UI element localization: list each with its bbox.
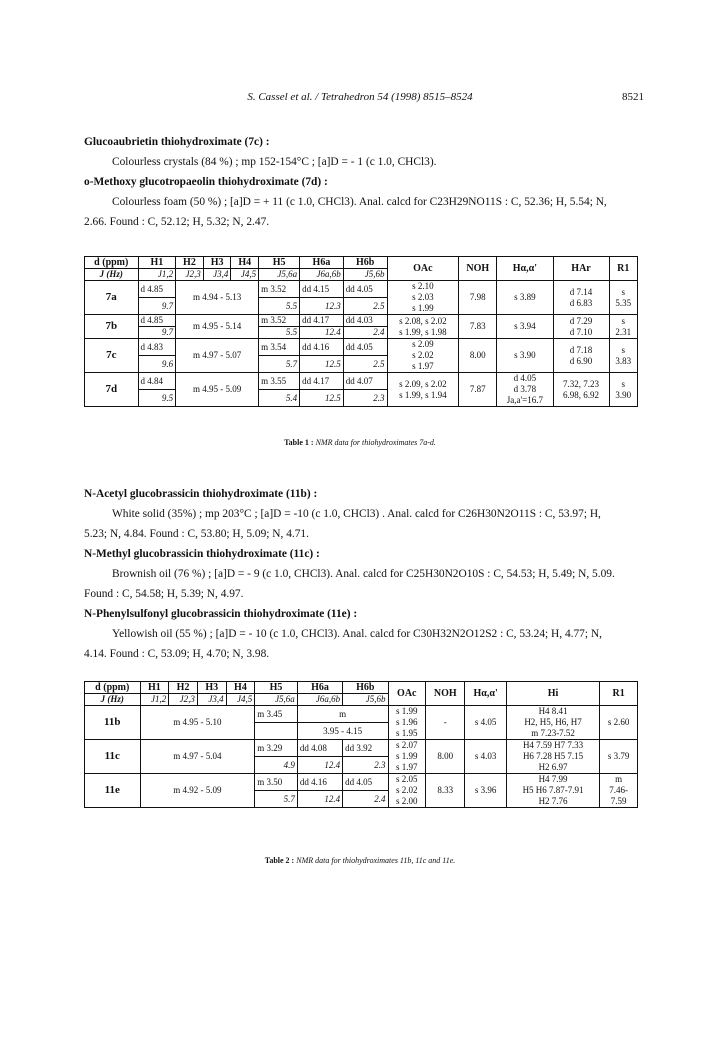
j12-cell: 9.7 [138,298,176,315]
oac-cell-line: s 1.99 [396,751,418,761]
jheader-cell: J (Hz) [85,694,141,706]
oac-cell-line: s 1.99 [412,303,434,313]
header-cell: H5 [255,682,298,694]
oac-cell-line: s 2.02 [412,350,434,360]
har-cell-line: d 6.83 [569,297,593,308]
h5-cell: m 3.52 [259,315,300,327]
halpha-cell-line: Ja,a'=16.7 [506,395,543,405]
table-header-row [85,257,638,269]
oac-cell [387,339,459,373]
oac-cell-line: s 1.99, s 1.98 [399,326,447,337]
h6b-cell: dd 4.07 [343,373,387,390]
h6-range-cell: 3.95 - 4.15 [297,723,388,740]
compound-description-cont: 2.66. Found : C, 52.12; H, 5.32; N, 2.47. [84,216,270,228]
table-row [85,315,638,327]
halpha-cell: s 3.90 [497,339,553,373]
har-cell [553,281,609,315]
table-row [85,774,638,791]
r1-cell-line: 5.35 [615,297,632,308]
compound-id: 11b [85,706,141,740]
jheader-cell: J6a,6b [297,694,342,706]
compound-description-cont: 4.14. Found : C, 53.09; H, 4.70; N, 3.98. [84,648,270,660]
r1-cell: s 2.60 [600,706,638,740]
h1-h4-cell: m 4.92 - 5.09 [140,774,255,808]
r1-cell-line: 7.59 [610,796,627,806]
har-cell [553,339,609,373]
oac-cell-line: s 2.09 [412,339,434,349]
table-row [85,740,638,757]
r1-cell-line: s [621,286,626,297]
header-cell: H1 [140,682,169,694]
oac-cell [387,315,459,339]
halpha-cell: s 3.96 [465,774,506,808]
noh-cell: 8.33 [426,774,465,808]
jheader-cell: J1,2 [138,269,176,281]
noh-cell: - [426,706,465,740]
h6a-cell: dd 4.16 [300,339,344,356]
h6a-cell: dd 4.16 [297,774,342,791]
har-cell [553,315,609,339]
table-1-caption [0,438,720,447]
table-row [85,706,638,723]
h6a-cell: dd 4.15 [300,281,344,298]
header-cell: NOH [459,257,497,281]
jheader-cell: J5,6b [343,269,387,281]
r1-cell-line: 2.31 [615,326,632,337]
halpha-cell: s 4.05 [465,706,506,740]
nmr-table-2 [84,681,638,808]
j6a6b-cell: 12.3 [300,298,344,315]
header-cell: R1 [600,682,638,706]
j6a6b-cell: 12.5 [300,390,344,407]
caption-text: NMR data for thiohydroximates 11b, 11c and 11e. [296,856,456,865]
header-cell: NOH [426,682,465,706]
j6a6b-cell: 12.4 [297,757,342,774]
r1-cell [609,281,637,315]
halpha-cell-line: d 3.78 [513,384,537,394]
oac-cell-line: s 2.05 [396,774,418,784]
hi-cell [506,706,600,740]
oac-cell [388,774,426,808]
jheader-cell: J6a,6b [300,269,344,281]
h1-cell: d 4.83 [138,339,176,356]
halpha-cell [497,373,553,407]
caption-label: Table 2 : [264,856,295,865]
har-cell-line: d 6.90 [569,355,593,366]
noh-cell: 7.83 [459,315,497,339]
header-cell: H2 [169,682,198,694]
header-cell: H4 [231,257,259,269]
jheader-cell: J5,6b [343,694,388,706]
har-cell-line: d 7.10 [569,326,593,337]
compound-id: 7c [85,339,139,373]
header-cell: H6a [297,682,342,694]
h1-cell: d 4.85 [138,315,176,327]
journal-citation: S. Cassel et al. / Tetrahedron 54 (1998) 8515–8524 [247,91,473,103]
hi-cell-line: H4 7.59 H7 7.33 [522,740,584,750]
jheader-cell: J4,5 [231,269,259,281]
compound-title: N-Methyl glucobrassicin thiohydroximate (11c) : [84,548,320,560]
noh-cell: 8.00 [426,740,465,774]
oac-cell [388,706,426,740]
jheader-cell: J (Hz) [85,269,139,281]
hi-cell-line: m 7.23-7.52 [531,728,575,738]
compound-title: N-Phenylsulfonyl glucobrassicin thiohydroximate (11e) : [84,608,358,620]
hi-cell-line: H2 7.76 [538,796,568,806]
r1-cell: s 3.79 [600,740,638,774]
jheader-cell: J2,3 [176,269,204,281]
hi-cell-line: H5 H6 7.87-7.91 [522,785,584,795]
compound-description-cont: Found : C, 54.58; H, 5.39; N, 4.97. [84,588,244,600]
h1-cell: d 4.84 [138,373,176,390]
compound-description-cont: 5.23; N, 4.84. Found : C, 53.80; H, 5.09; N, 4.71. [84,528,309,540]
oac-cell-line: s 1.97 [396,762,418,772]
table-row [85,281,638,298]
header-cell: Hi [506,682,600,706]
j12-cell: 9.7 [138,327,176,339]
header-cell: H6b [343,257,387,269]
header-cell: Hα,α' [465,682,506,706]
oac-cell-line: s 1.99 [396,706,418,716]
hi-cell-line: H6 7.28 H5 7.15 [522,751,584,761]
j56b-cell: 2.4 [343,791,388,808]
j56a-cell: 5.5 [259,298,300,315]
compound-title: N-Acetyl glucobrassicin thiohydroximate (11b) : [84,488,318,500]
r1-cell [609,373,637,407]
header-cell: OAc [388,682,426,706]
r1-cell-line: s [621,378,626,389]
compound-id: 7d [85,373,139,407]
table-2-caption [0,856,720,865]
h6b-cell: dd 4.05 [343,281,387,298]
j56b-cell: 2.4 [343,327,387,339]
r1-cell-line: s [621,315,626,326]
j56a-cell: 5.4 [259,390,300,407]
compound-description: Brownish oil (76 %) ; [a]D = - 9 (c 1.0, CHCl3). Anal. calcd for C25H30N2O10S : C, 54.53; H, 5.49; N, 5.09. [112,568,615,580]
header-cell: R1 [609,257,637,281]
r1-cell [609,339,637,373]
jheader-cell: J1,2 [140,694,169,706]
table-row [85,373,638,390]
j6a6b-cell: 12.5 [300,356,344,373]
oac-cell-line: s 2.07 [396,740,418,750]
har-cell-line: d 7.29 [569,315,593,326]
r1-cell-line: 3.83 [615,355,632,366]
h5-cell: m 3.50 [255,774,298,791]
header-cell: H3 [197,682,226,694]
noh-cell: 8.00 [459,339,497,373]
har-cell-line: 7.32, 7.23 [563,378,600,389]
halpha-cell: s 4.03 [465,740,506,774]
h1-cell: d 4.85 [138,281,176,298]
noh-cell: 7.87 [459,373,497,407]
h5-cell: m 3.54 [259,339,300,356]
compound-description: Colourless crystals (84 %) ; mp 152-154°C ; [a]D = - 1 (c 1.0, CHCl3). [112,156,437,168]
table-header-row [85,682,638,694]
har-cell-line: 6.98, 6.92 [563,389,600,400]
halpha-cell: s 3.89 [497,281,553,315]
compound-block-mid [84,484,640,664]
r1-cell-line: m [615,774,623,784]
j56a-cell: 5.7 [255,791,298,808]
oac-cell [387,281,459,315]
oac-cell-line: s 1.97 [412,361,434,371]
h6b-cell: dd 4.03 [343,315,387,327]
compound-block-top [84,132,640,232]
compound-id: 11c [85,740,141,774]
j56a-cell [255,723,298,740]
compound-id: 7a [85,281,139,315]
header-cell: H2 [176,257,204,269]
table-row [85,339,638,356]
r1-cell-line: s [621,344,626,355]
oac-cell-line: s 1.96 [396,717,418,727]
j56a-cell: 5.7 [259,356,300,373]
halpha-cell: s 3.94 [497,315,553,339]
compound-id: 7b [85,315,139,339]
h6a-cell: dd 4.17 [300,315,344,327]
j12-cell: 9.5 [138,390,176,407]
oac-cell [387,373,459,407]
h6b-cell: dd 4.05 [343,339,387,356]
compound-title: o-Methoxy glucotropaeolin thiohydroximate (7d) : [84,176,328,188]
r1-cell-line: 3.90 [615,389,632,400]
header-cell: d (ppm) [85,682,141,694]
har-cell-line: d 7.14 [569,286,593,297]
hi-cell-line: H4 7.99 [538,774,568,784]
jheader-cell: J5,6a [255,694,298,706]
h6a-cell: dd 4.17 [300,373,344,390]
r1-cell [600,774,638,808]
oac-cell-line: s 1.95 [396,728,418,738]
h1-h4-cell: m 4.95 - 5.10 [140,706,255,740]
har-cell [553,373,609,407]
header-cell: H3 [203,257,231,269]
compound-id: 11e [85,774,141,808]
hi-cell [506,774,600,808]
h5-cell: m 3.55 [259,373,300,390]
jheader-cell: J3,4 [197,694,226,706]
halpha-cell-line: d 4.05 [513,373,537,383]
h6a-cell: dd 4.08 [297,740,342,757]
jheader-cell: J4,5 [226,694,255,706]
compound-description: White solid (35%) ; mp 203°C ; [a]D = -10 (c 1.0, CHCl3) . Anal. calcd for C26H30N2O11S : C, 53.97; H, [112,508,601,520]
header-cell: H5 [259,257,300,269]
jheader-cell: J5,6a [259,269,300,281]
h6b-cell: dd 3.92 [343,740,388,757]
h6b-cell: dd 4.05 [343,774,388,791]
j6a6b-cell: 12.4 [300,327,344,339]
h5-cell: m 3.29 [255,740,298,757]
caption-label: Table 1 : [284,438,314,447]
hi-cell-line: H2 6.97 [538,762,568,772]
oac-cell-line: s 2.09, s 2.02 [399,378,447,389]
hi-cell-line: H2, H5, H6, H7 [524,717,582,727]
header-cell: H4 [226,682,255,694]
h5-cell: m 3.52 [259,281,300,298]
j56a-cell: 5.5 [259,327,300,339]
noh-cell: 7.98 [459,281,497,315]
nmr-table-1 [84,256,638,407]
har-cell-line: d 7.18 [569,344,593,355]
h1-h4-cell: m 4.97 - 5.04 [140,740,255,774]
table1-body [85,281,638,407]
header-cell: OAc [387,257,459,281]
h6-cell: m [297,706,388,723]
j6a6b-cell: 12.4 [297,791,342,808]
compound-description: Yellowish oil (55 %) ; [a]D = - 10 (c 1.0, CHCl3). Anal. calcd for C30H32N2O12S2 : C, 53.24; H, 4.77; N, [112,628,602,640]
header-cell: H6a [300,257,344,269]
oac-cell-line: s 2.02 [396,785,418,795]
oac-cell-line: s 2.08, s 2.02 [399,315,447,326]
h2-h4-cell: m 4.95 - 5.09 [176,373,259,407]
oac-cell-line: s 2.00 [396,796,418,806]
caption-text: NMR data for thiohydroximates 7a-d. [315,438,436,447]
oac-cell [388,740,426,774]
compound-title: Glucoaubrietin thiohydroximate (7c) : [84,136,270,148]
hi-cell-line: H4 8.41 [538,706,568,716]
j56b-cell: 2.3 [343,390,387,407]
header-cell: H1 [138,257,176,269]
h2-h4-cell: m 4.97 - 5.07 [176,339,259,373]
header-cell: Hα,α' [497,257,553,281]
j56b-cell: 2.5 [343,356,387,373]
oac-cell-line: s 2.03 [412,292,434,302]
h2-h4-cell: m 4.94 - 5.13 [176,281,259,315]
oac-cell-line: s 2.10 [412,281,434,291]
header-cell: HAr [553,257,609,281]
h5-cell: m 3.45 [255,706,298,723]
j12-cell: 9.6 [138,356,176,373]
r1-cell-line: 7.46- [609,785,629,795]
jheader-cell: J2,3 [169,694,198,706]
page-number: 8521 [622,91,644,103]
header-cell: H6b [343,682,388,694]
hi-cell [506,740,600,774]
table2-body [85,706,638,808]
h2-h4-cell: m 4.95 - 5.14 [176,315,259,339]
compound-description: Colourless foam (50 %) ; [a]D = + 11 (c 1.0, CHCl3). Anal. calcd for C23H29NO11S : C, 52.36; H, 5.54; N, [112,196,607,208]
header-cell: d (ppm) [85,257,139,269]
jheader-cell: J3,4 [203,269,231,281]
j56b-cell: 2.5 [343,298,387,315]
j56a-cell: 4.9 [255,757,298,774]
r1-cell [609,315,637,339]
j56b-cell: 2.3 [343,757,388,774]
oac-cell-line: s 1.99, s 1.94 [399,389,447,400]
